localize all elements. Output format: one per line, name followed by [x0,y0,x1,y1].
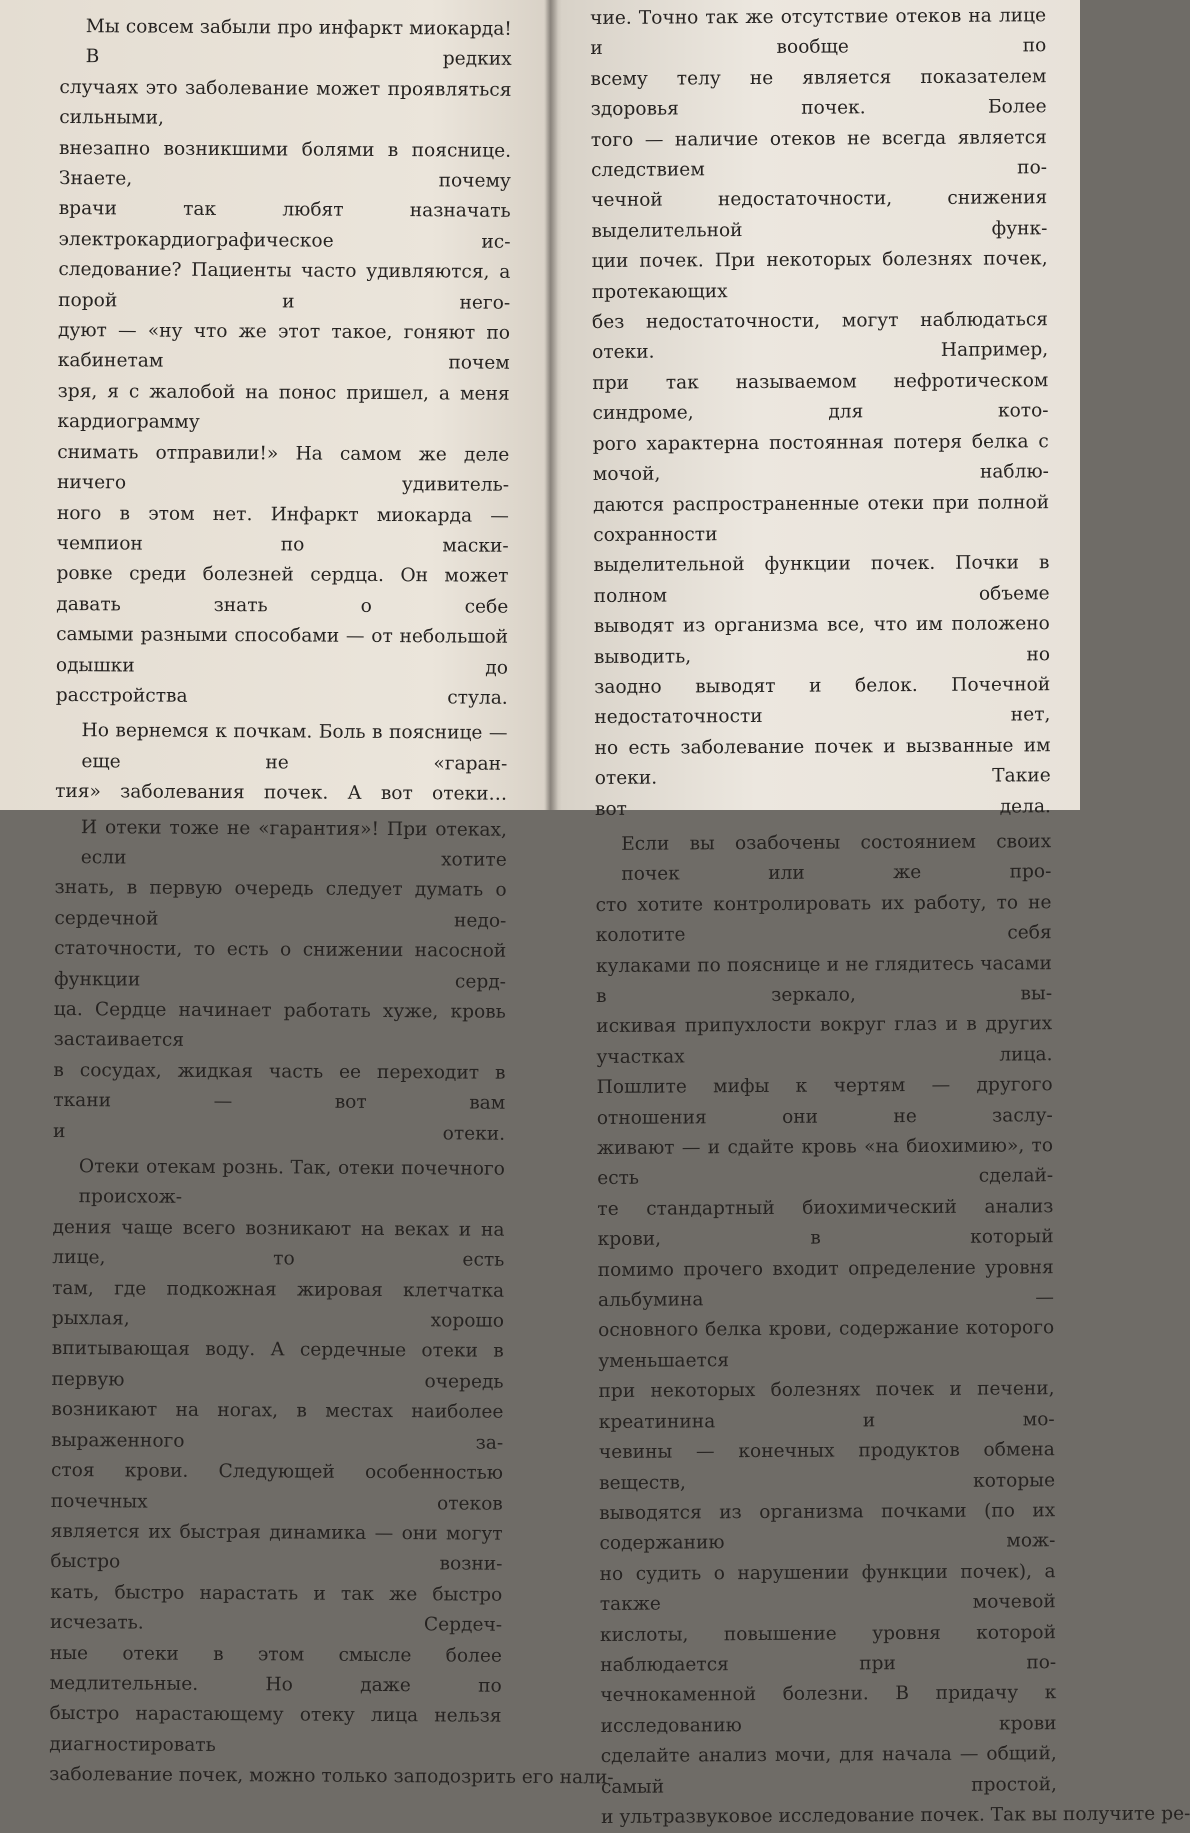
book-gutter [544,0,558,810]
text-line: искивая припухлости вокруг глаз и в других участках лица. [596,1013,1053,1068]
text-line: ного в этом нет. Инфаркт миокарда — чемпион по маски- [56,502,509,557]
text-line: вот дела. [594,795,1051,820]
text-line: и ультразвуковое исследование почек. Так вы получите ре- [601,1803,1190,1828]
text-line: стоя крови. Следующей особенностью почечных отеков [50,1460,504,1515]
text-line: без недостаточности, могут наблюдаться отеки. Например, [591,309,1049,364]
text-line: знать, в первую очередь следует думать о сердечной недо- [54,877,507,932]
text-line: выводят из организма все, что им положено выводить, но [593,613,1051,668]
text-line: того — наличие отеков не всегда является следствием по- [590,126,1048,182]
text-line: возникают на ногах, в местах наиболее выраженного за- [51,1399,504,1454]
text-line: впитывающая воду. А сердечные отеки в первую очередь [51,1338,504,1393]
text-line: чие. Точно так же отсутствие отеков на лице и вообще по [590,5,1047,60]
paragraph [53,813,507,1150]
text-line: И отеки тоже не «гарантия»! При отеках, если хотите [80,816,508,871]
text-line: расстройства стула. [55,684,508,709]
text-line: выделительной функции почек. Почки в полном объеме [593,552,1050,607]
text-line: всему телу не является показателем здоровья почек. Более [590,66,1047,121]
left-page-text [49,0,614,1793]
text-line: ца. Сердце начинает работать хуже, кровь застаивается [53,998,506,1052]
text-line: ции почек. При некоторых болезнях почек, протекающих [591,248,1048,303]
text-line: рого характерна постоянная потеря белка с мочой, наблю- [592,430,1049,486]
text-line: и отеки. [53,1120,506,1145]
text-line: даются распространенные отеки при полной сохранности [593,491,1050,546]
paragraph [49,1152,614,1793]
text-line: врачи так любят назначать электрокардиографическое ис- [58,198,511,253]
text-line: помимо прочего входит определение уровня альбумина — [597,1256,1055,1312]
right-page [590,0,1190,1828]
text-line: является их быстрая динамика — они могут быстро возни- [50,1520,503,1576]
text-line: при так называемом нефротическом синдроме, для кото- [592,370,1049,425]
text-line: Пошлите мифы к чертям — другого отношения они не заслу- [596,1074,1053,1129]
text-line: ные отеки в этом смысле более медлительные. Но даже по [49,1642,502,1697]
text-line: дуют — «ну что же этот такое, гоняют по кабинетам почем [57,320,511,375]
text-line: кислоты, повышение уровня которой наблюдается при по- [599,1621,1057,1676]
text-line: заодно выводят и белок. Почечной недостаточности нет, [594,674,1051,729]
text-line: снимать отправили!» На самом же деле ничего удивитель- [56,441,510,496]
text-line: выводятся из организма почками (по их содержанию мож- [599,1500,1056,1555]
text-line: статочности, то есть о снижении насосной функции серд- [53,938,507,993]
text-line: случаях это заболевание может проявляться сильными, [59,76,512,129]
text-line: заболевание почек, можно только заподозрить его нали- [49,1764,614,1789]
paragraph [590,1,1051,825]
paragraph [55,716,508,810]
text-line: но судить о нарушении функции почек), а также мочевой [599,1560,1056,1616]
text-line: зря, я с жалобой на понос пришел, а меня кардиограмму [57,380,510,434]
right-page-text [590,0,1190,1833]
text-line: чечной недостаточности, снижения выделительной функ- [591,187,1048,242]
text-line: Отеки отекам рознь. Так, отеки почечного происхож- [78,1156,505,1209]
paragraph [595,827,1190,1833]
text-line: Но вернемся к почкам. Боль в пояснице — еще не «гаран- [81,720,508,775]
text-line: Если вы озабочены состоянием своих почек или же про- [621,831,1052,886]
text-line: быстро нарастающему отеку лица нельзя диагностировать [49,1703,502,1756]
text-line: чечнокаменной болезни. В придачу к исследованию крови [600,1682,1057,1737]
text-line: сто хотите контролировать их работу, то не колотите себя [595,891,1052,947]
text-line: самыми разными способами — от небольшой одышки до [55,624,509,679]
text-line: кать, быстро нарастать и так же быстро исчезать. Сердеч- [50,1581,503,1636]
text-line: при некоторых болезнях почек и печени, креатинина и мо- [598,1378,1055,1433]
paragraph [56,12,512,714]
text-line: следование? Пациенты часто удивляются, а порой и него- [58,259,511,314]
text-line: сделайте анализ мочи, для начала — общий, самый простой, [600,1743,1057,1798]
text-line: в сосудах, жидкая часть ее переходит в ткани — вот вам [53,1059,506,1114]
left-page [49,0,614,1789]
text-line: чевины — конечных продуктов обмена веществ, которые [598,1439,1056,1494]
text-line: живают — и сдайте кровь «на биохимию», то есть сделай- [596,1135,1054,1190]
text-line: тия» заболевания почек. А вот отеки… [55,781,508,805]
text-line: кулаками по пояснице и не глядитесь часами в зеркало, вы- [595,952,1053,1007]
text-line: дения чаще всего возникают на веках и на лице, то есть [52,1216,505,1271]
text-line: но есть заболевание почек и вызванные им отеки. Такие [594,734,1051,790]
text-line: там, где подкожная жировая клетчатка рыхлая, хорошо [51,1277,505,1332]
text-line: основного белка крови, содержание которого уменьшается [598,1317,1055,1372]
text-line: внезапно возникшими болями в пояснице. Знаете, почему [58,137,512,192]
text-line: те стандартный биохимический анализ крови, в который [597,1196,1054,1251]
text-line: ровке среди болезней сердца. Он может давать знать о себе [56,563,509,618]
text-line: Мы совсем забыли про инфаркт миокарда! В редких [85,16,512,71]
